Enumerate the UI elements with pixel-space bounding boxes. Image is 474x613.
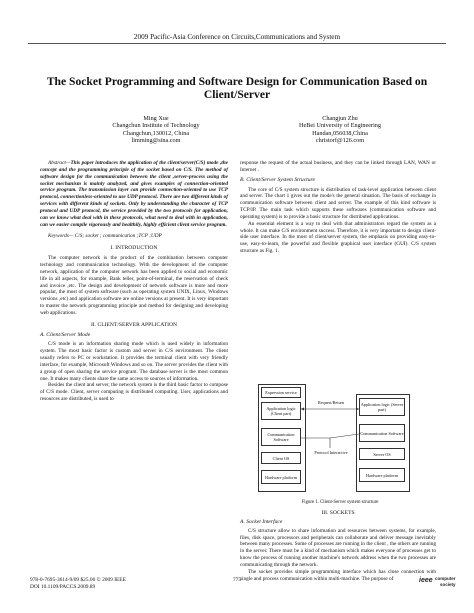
server-hardware-box: Hardware platform xyxy=(359,468,405,482)
expression-service-box: Expression service xyxy=(261,387,301,398)
author-email: christorf@126.com xyxy=(315,137,365,145)
server-comm-software-box: Communication Software xyxy=(359,424,405,442)
client-hardware-box: Hardware platform xyxy=(261,470,301,484)
figure-client-server-structure xyxy=(240,382,410,496)
cs-mode-paragraph-1: C/S mode is an information sharing mode which is used widely in information system. The most basic factor is custom and server in C/S environment. The client usually refers to PC or workstation. It provides the terminal client with very friendly interface, for example, Microsoft Windows and so on. The server provides the client with a group of open sharing the service program. The database server is the most common one. It makes many clients share the same access to sources of information. xyxy=(40,341,228,382)
protocol-interactive-label: Protocol Interactive xyxy=(314,450,348,455)
footer-doi: DOI 10.1109/PACCS.2009.89 xyxy=(30,583,96,590)
server-app-logic-box: Application logic (Server part) xyxy=(359,398,405,416)
footer-isbn: 978-0-7695-3614-9/09 $25.00 © 2009 IEEE xyxy=(30,577,126,583)
section-heading-sockets: III. SOCKETS xyxy=(321,510,355,516)
abstract-text: This paper introduces the application of the client/server(C/S) mode ,the concept and the programming principle of the socket based on C/S. The method of software design for the communication between the client ,server-process using the socket mechanism is mainly analyzed, and gives examples of connection-oriented service program. The transmission layer can provide connection-oriented to use TCP protocol, connectionless-oriented to use UDP protocol. There are two different kinds of services with different kinds of sockets. Only by understanding the character of TCP protocol and UDP protocol, the service provided by the two protocols for application, can we know what deal with in these protocols, what need to deal with in application, can we easier compile vigorously and healthily, highly efficient client service program. xyxy=(40,160,228,228)
author-block-2 xyxy=(250,115,430,145)
client-comm-software-box: Communication Software xyxy=(261,428,301,446)
cs-mode-paragraph-2: Besides the client and server, the network system is the third basic factor to compose of C/S mode. Client, server computing is distributed computing. User, applications and resources are distributed, is used to xyxy=(40,382,228,403)
right-column-bottom xyxy=(240,510,436,582)
title-line-2: Client/Server xyxy=(203,88,271,101)
svg-text:society: society xyxy=(440,582,456,587)
author-affiliation: Changchun Institute of Technology xyxy=(112,122,200,130)
figure-caption: Figure 1. Client-Server system structure xyxy=(301,500,379,505)
protocol-line-right xyxy=(330,434,359,438)
header-rule xyxy=(28,43,446,44)
author-name: Ming Xue xyxy=(143,115,169,122)
right-paragraph-1: response the request of the actual business, and they can be linked through LAN, WAN or Internet . xyxy=(240,160,436,173)
title-line-1: The Socket Programming and Software Design for Communication Based on xyxy=(46,75,428,88)
abstract xyxy=(40,160,228,228)
subsection-heading-cs-mode: A. Client/Server Mode xyxy=(40,331,91,338)
request-arrowhead-left xyxy=(301,408,304,411)
author-block-1 xyxy=(66,115,246,145)
client-app-logic-box: Application logic (Client part) xyxy=(261,402,301,420)
page-number: 775 xyxy=(232,577,242,583)
system-structure-paragraph-2: An essential element is a way to deal with that administrators regard the system as a whole. It can make C/S environment success. Therefore, it is very important to design client-side user interface. In the most of client/server system, the emphasis on providing easy-to-use, easy-to-learn, the powerful and flexible graphical user interface (GUI). C/S system structure as Fig. 1. xyxy=(240,220,436,255)
intro-paragraph: The computer network is the product of the combination between computer technology and communication technology. With the development of the computer network, application of the computer network has been applied to social and economic life in all aspects, for example, Bank teller, point-of-terminal, the reservation of check and invoice ,etc. The design and development of network software is more and more popular, the most of system software (such as operating system UNIX, Linux, Windows versions ,etc) and application software are online versions at present. It is very important to master the network programming principle and method for designing and developing web applications. xyxy=(40,255,228,316)
request-return-label: Request/Return xyxy=(317,400,345,405)
abstract-label: Abstract— xyxy=(48,160,71,166)
ieee-computer-society-logo xyxy=(413,572,457,594)
author-email: limming@sina.com xyxy=(131,137,181,145)
subsection-heading-socket-interface: A. Socket Interface xyxy=(240,518,283,525)
server-os-box: Server OS xyxy=(359,448,405,460)
svg-text:computer: computer xyxy=(435,576,456,581)
left-column xyxy=(40,160,228,403)
conference-header: 2009 Pacific-Asia Conference on Circuits,Communications and System xyxy=(133,33,341,41)
logo-mark-icon xyxy=(413,572,457,594)
section-heading-client-server: II. CLIENT/SERVER APPLICATION xyxy=(90,321,178,328)
author-location: Handan,056038,China xyxy=(312,129,368,137)
svg-text:ieee: ieee xyxy=(419,577,433,584)
socket-interface-paragraph-2: The socket provides simple programming interface which has close connection with single and process communication within multi-machine. The purpose of xyxy=(240,568,436,582)
keywords: Keywords— C/S; socket ; communication ;TCP ;UDP xyxy=(48,233,162,240)
subsection-heading-system-structure: B. Client/Server System Structure xyxy=(240,176,315,183)
socket-interface-paragraph-1: C/S structure allow to share information and resources between systems, for example, files, disk space, processors and peripherals can collaborate and deliver message inevitably between many processes. Some of processes are running in the client , the others are running in the server. There must be a kind of mechanism which makes everyone of processes get to know the process of running another machine's network address when the two processes are communicating through the network. xyxy=(240,527,436,568)
request-arrowhead-right xyxy=(356,408,359,411)
author-name: Changjun Zhu xyxy=(322,115,358,122)
footer-identifiers xyxy=(30,577,126,591)
figure-connectors xyxy=(240,382,410,496)
section-heading-introduction: I. INTRODUCTION xyxy=(110,245,158,252)
client-os-box: Client OS xyxy=(261,452,301,464)
right-column-top xyxy=(240,160,436,255)
author-location: Changchun,130012, China xyxy=(122,129,190,137)
author-affiliation: HeBei University of Engineering xyxy=(299,122,381,130)
paper-title xyxy=(40,75,434,101)
system-structure-paragraph-1: The core of C/S system structure is distribution of task-level application between client and server. The chart 1 gives out the mode's the general situation. The basis of exchange in communication software between client and server. The example of this kind software is TCP/IP. The main task which supports these softwares (communication software and operating system) is to provide a basic structure for distributed applications. xyxy=(240,186,436,220)
